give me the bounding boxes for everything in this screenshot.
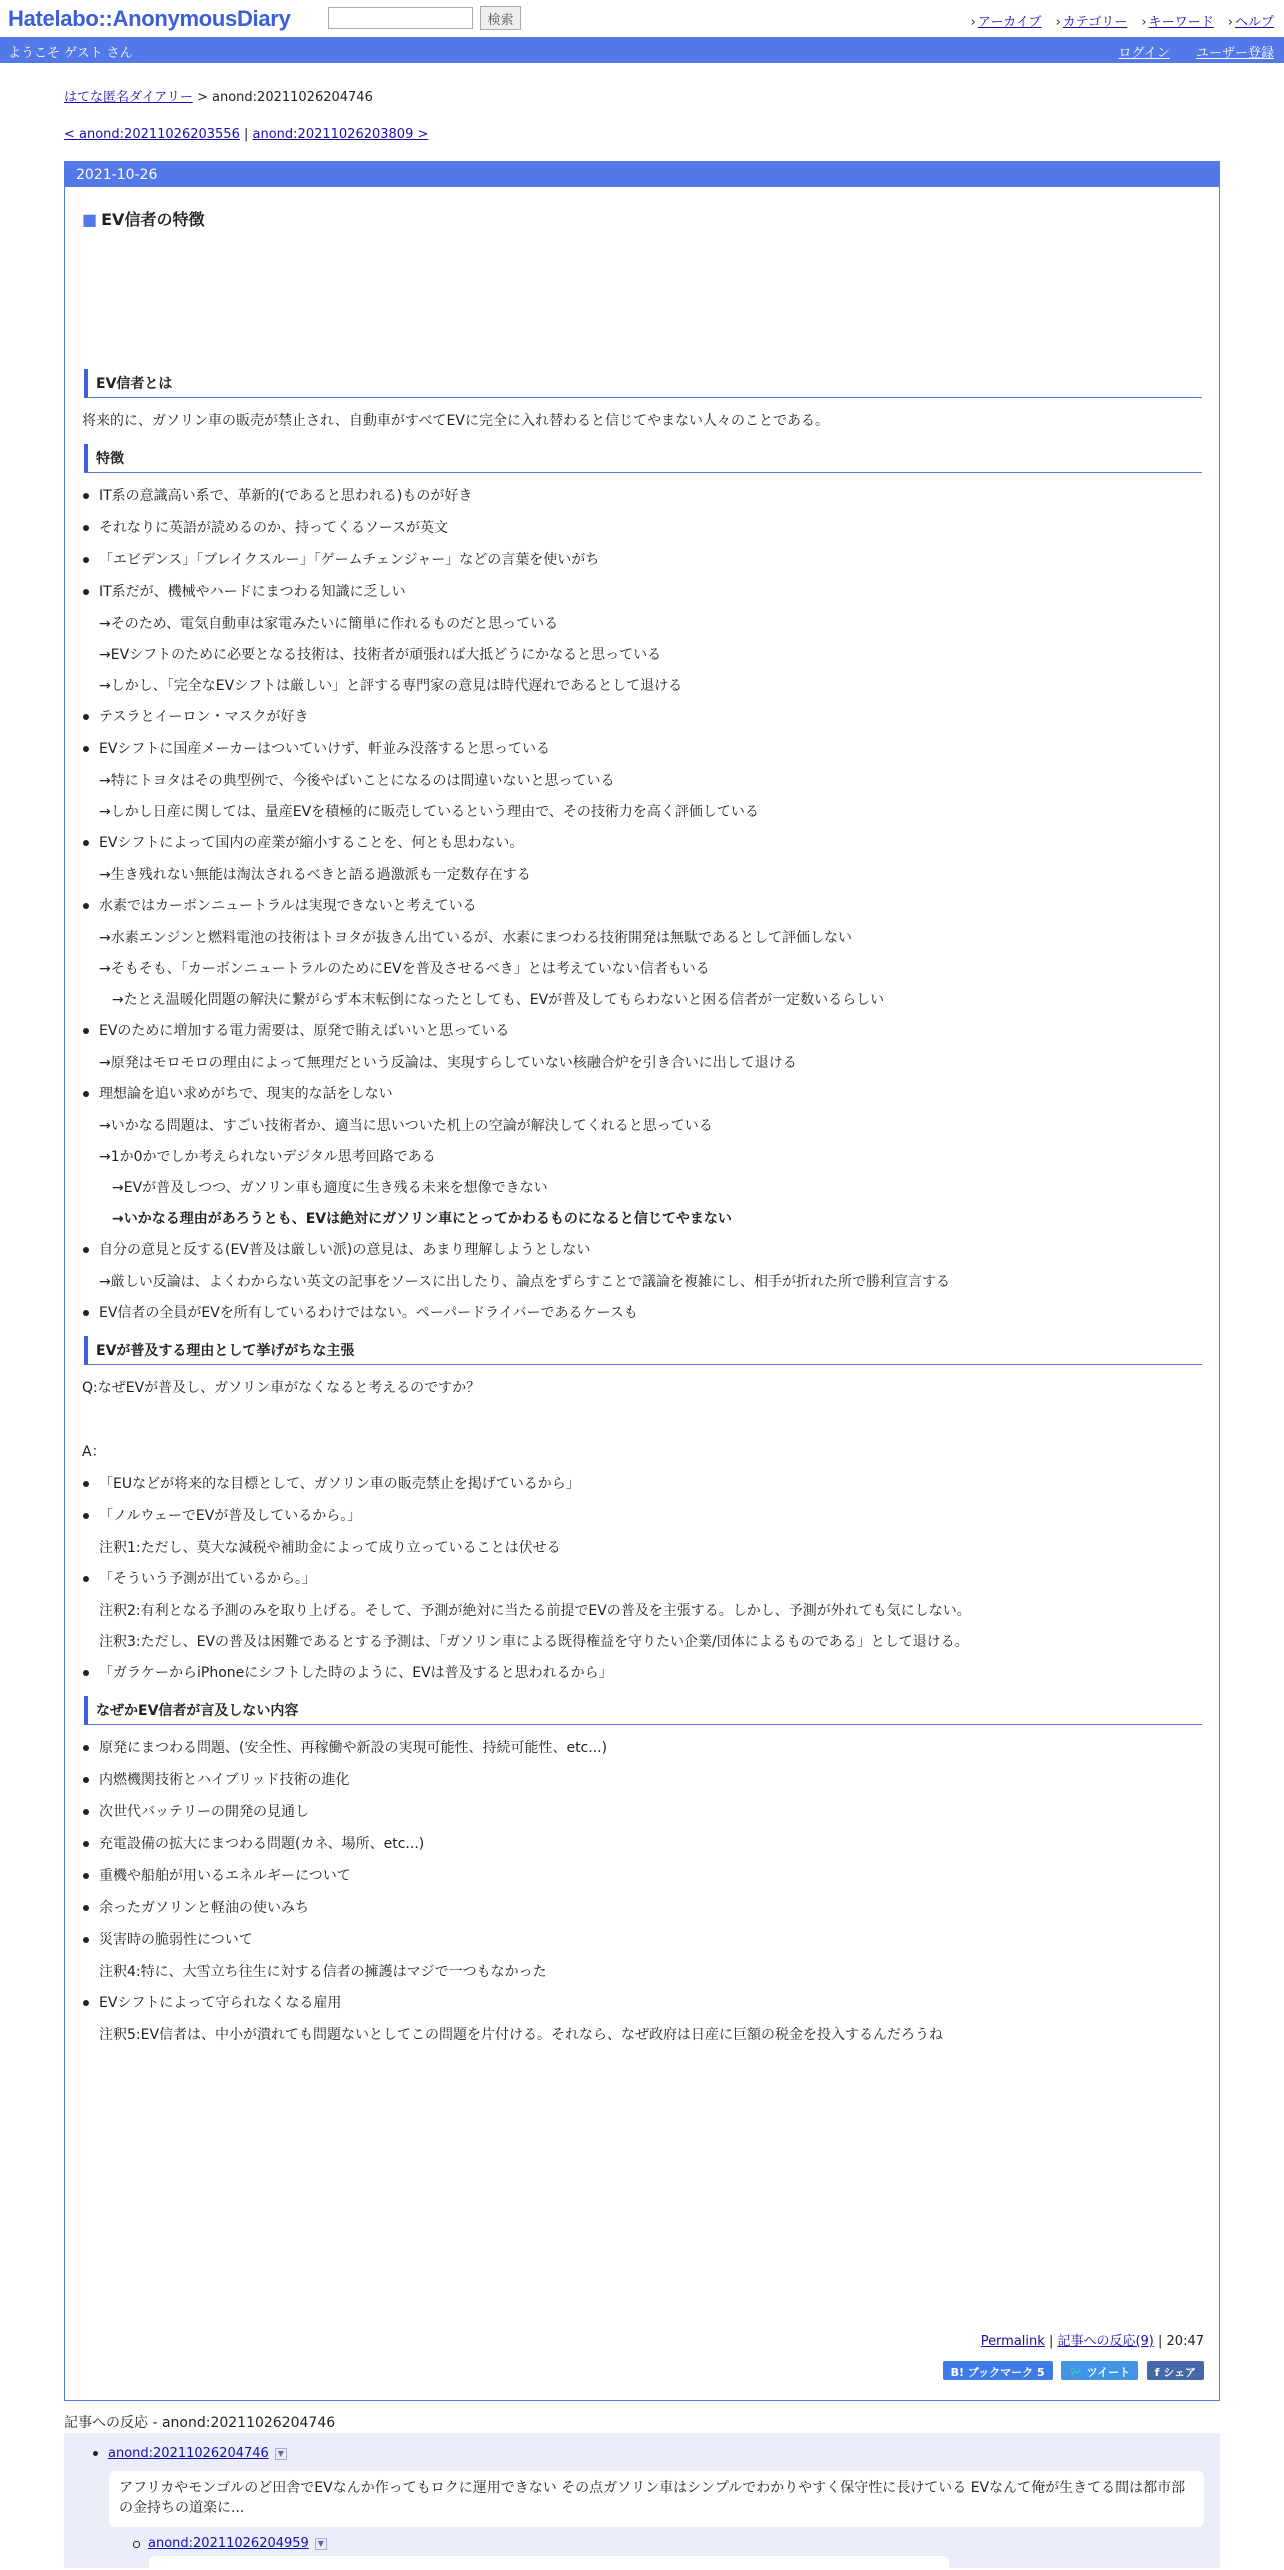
sub-line: →たとえ温暖化問題の解決に繋がらず本末転倒になったとしても、EVが普及してもらわないと困る信者が一定数いるらしい	[112, 992, 885, 1008]
list-item: 災害時の脆弱性について	[82, 1931, 1202, 1949]
reaction-link[interactable]: anond:20211026204746	[108, 2446, 269, 2461]
reactions-link[interactable]: 記事への反応(9)	[1057, 2334, 1154, 2349]
archive-link[interactable]: › アーカイブ	[971, 15, 1042, 30]
entry-body	[82, 355, 1202, 2057]
spacer	[82, 1411, 1202, 1429]
note: 注釈2:有利となる予測のみを取り上げる。そして、予測が絶対に当たる前提でEVの普及を主張する。しかし、予測が外れても気にしない。	[99, 1603, 971, 1619]
list-item: 自分の意見と反する(EV普及は厳しい派)の意見は、あまり理解しようとしない	[82, 1241, 1202, 1259]
section-heading: EVが普及する理由として挙げがちな主張	[84, 1336, 1202, 1365]
list-item: 「EUなどが将来的な目標として、ガソリン車の販売禁止を掲げているから」	[82, 1475, 1202, 1493]
sub-line: →そのため、電気自動車は家電みたいに簡単に作れるものだと思っている	[99, 616, 559, 632]
nav-sep: |	[239, 127, 253, 142]
chevron-down-icon[interactable]: ▼	[315, 2538, 327, 2550]
prev-entry-link[interactable]: < anond:20211026203556	[64, 127, 240, 142]
list-item: EVのために増加する電力需要は、原発で賄えばいいと思っている	[82, 1022, 1202, 1040]
register-link[interactable]: ユーザー登録	[1195, 46, 1274, 61]
list-item: 充電設備の拡大にまつわる問題(カネ、場所、etc...)	[82, 1835, 1202, 1853]
entry-nav	[64, 127, 428, 142]
facebook-share-button[interactable]	[1147, 2361, 1204, 2380]
welcome-bar	[0, 37, 1284, 63]
list-item: 水素ではカーボンニュートラルは実現できないと考えている	[82, 897, 1202, 915]
list-item: EVシフトによって国内の産業が縮小することを、何とも思わない。	[82, 834, 1202, 852]
note: 注釈5:EV信者は、中小が潰れても問題ないとしてこの問題を片付ける。それなら、なぜ政府は日産に巨額の税金を投入するんだろうね	[99, 2027, 944, 2043]
bookmark-button[interactable]: B! ブックマーク 5	[943, 2361, 1053, 2380]
breadcrumb	[64, 86, 373, 105]
breadcrumb-sep: >	[192, 90, 213, 105]
entry-title	[82, 207, 204, 230]
chevron-down-icon[interactable]: ▼	[275, 2448, 287, 2460]
reactions-area	[64, 2433, 1220, 2568]
list-item: 内燃機関技術とハイブリッド技術の進化	[82, 1771, 1202, 1789]
twitter-icon: 🐦	[1069, 2366, 1087, 2379]
tweet-label: ツイート	[1086, 2366, 1131, 2379]
site-logo[interactable]: Hatelabo::AnonymousDiary	[8, 6, 291, 31]
list-item: EV信者の全員がEVを所有しているわけではない。ペーパードライバーであるケースも	[82, 1304, 1202, 1322]
note: 注釈4:特に、大雪立ち往生に対する信者の擁護はマジで一つもなかった	[99, 1964, 547, 1980]
list-item: IT系だが、機械やハードにまつわる知識に乏しい	[82, 583, 1202, 601]
reactions-title: 記事への反応 - anond:20211026204746	[64, 2415, 336, 2431]
search-button[interactable]: 検索	[480, 6, 521, 30]
sub-line-strong: →いかなる理由があろうとも、EVは絶対にガソリン車にとってかわるものになると信じてやまない	[112, 1211, 732, 1227]
footer-sep: |	[1044, 2334, 1058, 2349]
reaction-item	[108, 2446, 287, 2461]
share-buttons	[938, 2361, 1204, 2380]
list-item: 「そういう予測が出ているから。」	[82, 1570, 1202, 1588]
sub-line: →原発はモロモロの理由によって無理だという反論は、実現すらしていない核融合炉を引き合いに出して退ける	[99, 1055, 797, 1071]
sub-line: →しかし、「完全なEVシフトは厳しい」と評する専門家の意見は時代遅れであるとして退ける	[99, 678, 683, 694]
sub-line: →生き残れない無能は淘汰されるべきと語る過激派も一定数存在する	[99, 867, 531, 883]
category-link[interactable]: › カテゴリー	[1056, 15, 1128, 30]
entry-square-icon[interactable]: ■	[82, 210, 98, 229]
list-item: 「エビデンス」「ブレイクスルー」「ゲームチェンジャー」などの言葉を使いがち	[82, 551, 1202, 569]
note: 注釈1:ただし、莫大な減税や補助金によって成り立っていることは伏せる	[99, 1540, 561, 1556]
list-item: EVシフトによって守られなくなる雇用	[82, 1994, 1202, 2012]
list-item: テスラとイーロン・マスクが好き	[82, 708, 1202, 726]
note: 注釈3:ただし、EVの普及は困難であるとする予測は、「ガソリン車による既得権益を守りたい企業/団体によるものである」として退ける。	[99, 1634, 969, 1650]
sub-line: →EVが普及しつつ、ガソリン車も適度に生き残る未来を想像できない	[112, 1180, 548, 1196]
breadcrumb-current: anond:20211026204746	[212, 90, 373, 105]
sub-line: →水素エンジンと燃料電池の技術はトヨタが抜きん出ているが、水素にまつわる技術開発は無駄であるとして評価しない	[99, 930, 853, 946]
list-item: 次世代バッテリーの開発の見通し	[82, 1803, 1202, 1821]
list-item: それなりに英語が読めるのか、持ってくるソースが英文	[82, 519, 1202, 537]
entry-title-text: EV信者の特徴	[101, 210, 205, 229]
answer: A：	[82, 1444, 106, 1460]
next-entry-link[interactable]: anond:20211026203809 >	[252, 127, 429, 142]
list-item: EVシフトに国産メーカーはついていけず、軒並み没落すると思っている	[82, 740, 1202, 758]
reaction-link[interactable]: anond:20211026204959	[148, 2536, 309, 2551]
paragraph: 将来的に、ガソリン車の販売が禁止され、自動車がすべてEVに完全に入れ替わると信じてやまない人々のことである。	[82, 413, 829, 429]
permalink[interactable]: Permalink	[980, 2334, 1045, 2349]
login-link[interactable]: ログイン	[1118, 46, 1170, 61]
sub-line: →しかし日産に関しては、量産EVを積極的に販売しているという理由で、その技術力を高く評価している	[99, 804, 759, 820]
tweet-button[interactable]	[1061, 2361, 1138, 2380]
list-item: 理想論を追い求めがちで、現実的な話をしない	[82, 1085, 1202, 1103]
facebook-label: シェア	[1163, 2366, 1196, 2379]
entry-date: 2021-10-26	[65, 162, 1219, 187]
sub-line: →特にトヨタはその典型例で、今後やばいことになるのは間違いないと思っている	[99, 773, 615, 789]
section-heading: 特徴	[84, 444, 1202, 473]
keyword-link[interactable]: › キーワード	[1141, 15, 1213, 30]
entry-box	[64, 161, 1220, 2401]
sub-line: →EVシフトのために必要となる技術は、技術者が頑張れば大抵どうにかなると思っている	[99, 647, 662, 663]
list-item: 原発にまつわる問題、(安全性、再稼働や新設の実現可能性、持続可能性、etc...)	[82, 1739, 1202, 1757]
question: Q:なぜEVが普及し、ガソリン車がなくなると考えるのですか？	[82, 1380, 481, 1396]
list-item: IT系の意識高い系で、革新的(であると思われる)ものが好き	[82, 487, 1202, 505]
welcome-text: ようこそ ゲスト さん	[8, 46, 133, 61]
help-link[interactable]: › ヘルプ	[1228, 15, 1274, 30]
sub-line: →いかなる問題は、すごい技術者か、適当に思いついた机上の空論が解決してくれると思っている	[99, 1118, 713, 1134]
reaction-quote: アフリカやモンゴルのど田舎でEVなんか作ってもロクに運用できない その点ガソリン車はシンプルでわかりやすく保守性に長けている EVなんて俺が生きてる間は都市部の金持ちの道楽に...	[109, 2471, 1204, 2527]
entry-footer	[981, 2330, 1204, 2349]
top-links	[961, 11, 1274, 30]
search-input[interactable]	[328, 7, 473, 29]
breadcrumb-home[interactable]: はてな匿名ダイアリー	[64, 90, 193, 105]
section-heading: EV信者とは	[84, 369, 1202, 398]
top-bar	[0, 0, 1284, 37]
sub-line: →1か0かでしか考えられないデジタル思考回路である	[99, 1149, 436, 1165]
sub-line: →そもそも、「カーボンニュートラルのためにEVを普及させるべき」とは考えていない信者もいる	[99, 961, 710, 977]
reaction-item	[148, 2536, 327, 2551]
sub-line: →厳しい反論は、よくわからない英文の記事をソースに出したり、論点をずらすことで議論を複雑にし、相手が折れた所で勝利宣言する	[99, 1274, 951, 1290]
list-item: 「ガラケーからiPhoneにシフトした時のように、EVは普及すると思われるから」	[82, 1664, 1202, 1682]
section-heading: なぜかEV信者が言及しない内容	[84, 1696, 1202, 1725]
facebook-icon: f	[1154, 2366, 1164, 2379]
list-item: 「ノルウェーでEVが普及しているから。」	[82, 1507, 1202, 1525]
list-item: 重機や船舶が用いるエネルギーについて	[82, 1867, 1202, 1885]
list-item: 余ったガソリンと軽油の使いみち	[82, 1899, 1202, 1917]
entry-time: | 20:47	[1153, 2334, 1204, 2349]
